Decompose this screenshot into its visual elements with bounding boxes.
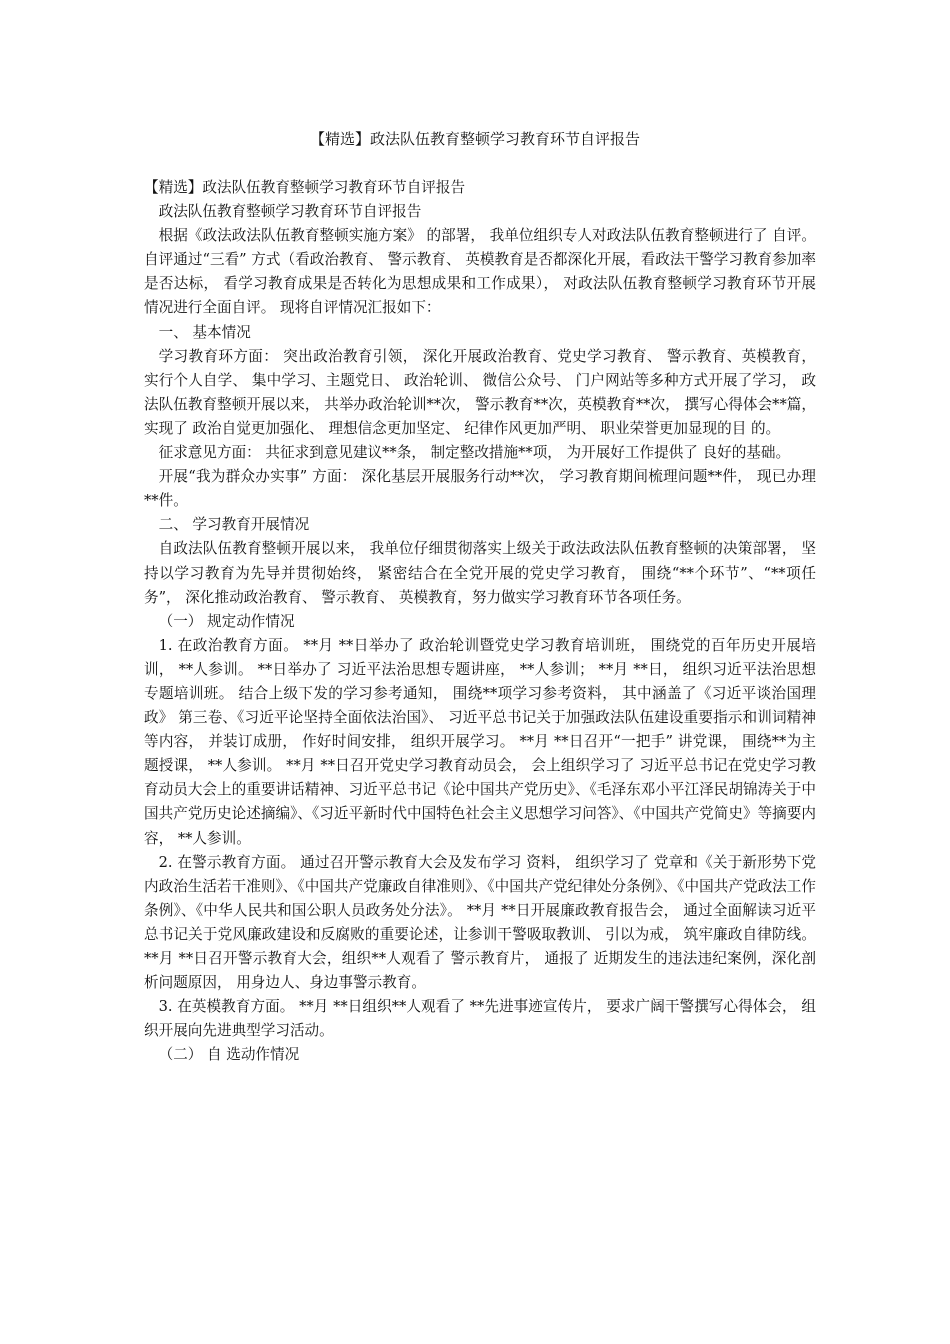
paragraph-service: 开展“我为群众办实事” 方面： 深化基层开展服务行动**次， 学习教育期间梳理问题**件， 现已办理**件。 bbox=[144, 468, 816, 510]
document-body bbox=[144, 176, 816, 1067]
report-subtitle: 政法队伍教育整顿学习教育环节自评报告 bbox=[158, 203, 422, 221]
document-heading: 【精选】政法队伍教育整顿学习教育环节自评报告 bbox=[144, 179, 466, 196]
page-title: 【精选】政法队伍教育整顿学习教育环节自评报告 bbox=[309, 130, 640, 148]
paragraph-political-education: 1. 在政治教育方面。 **月 **日举办了 政治轮训暨党史学习教育培训班， 围绕党的百年历史开展培训， **人参训。 **日举办了 习近平法治思想专题讲座， **人参训； **月 **日， 组织习近平法治思想专题培训班。 结合上级下发的学习参考通知， 围绕**项学习参考资料， 其中涵盖了《习近平谈治国理政》 第三卷、《习近平论坚持全面依法治国》、 习近平总书记关于加强政法队伍建设重要指示和训词精神等内容， 并装订成册， 作好时间安排， 组织开展学习。 **月 **日召开“一把手” 讲党课， 围绕**为主题授课， **人参训。 **月 **日召开党史学习教育动员会， 会上组织学习了 习近平总书记在党史学习教育动员大会上的重要讲话精神、习近平总书记《论中国共产党历史》、《毛泽东邓小平江泽民胡锦涛关于中国共产党历史论述摘编》、《习近平新时代中国特色社会主义思想学习问答》、《中国共产党简史》等摘要内容， **人参训。 bbox=[144, 636, 816, 847]
paragraph-progress: 自政法队伍教育整顿开展以来， 我单位仔细贯彻落实上级关于政法政法队伍教育整顿的决策部署， 坚持以学习教育为先导并贯彻始终， 紧密结合在全党开展的党史学习教育， 围绕“**个环节”、“**项任务”， 深化推动政治教育、 警示教育、 英模教育，努力做实学习教育环节各项任务。 bbox=[144, 540, 816, 606]
section-heading-basic: 一、 基本情况 bbox=[158, 323, 251, 341]
subsection-heading-required: （一） 规定动作情况 bbox=[158, 612, 295, 630]
section-heading-progress: 二、 学习教育开展情况 bbox=[158, 516, 310, 534]
intro-paragraph: 根据《政法政法队伍教育整顿实施方案》 的部署， 我单位组织专人对政法队伍教育整顿进行了 自评。 自评通过“三看” 方式（看政治教育、 警示教育、 英模教育是否都深化开展，看政法干警学习教育参加率是否达标， 看学习教育成果是否转化为思想成果和工作成果）， 对政法队伍教育整顿学习教育环节开展情况进行全面自评。 现将自评情况汇报如下： bbox=[144, 227, 816, 317]
paragraph-study: 学习教育环方面： 突出政治教育引领， 深化开展政治教育、党史学习教育、 警示教育、英模教育， 实行个人自学、 集中学习、主题党日、 政治轮训、 微信公众号、 门户网站等多种方式开展了学习， 政法队伍教育整顿开展以来， 共举办政治轮训**次， 警示教育**次，英模教育**次， 撰写心得体会**篇， 实现了 政治自觉更加强化、 理想信念更加坚定、 纪律作风更加严明、 职业荣誉更加显现的目 的。 bbox=[144, 347, 816, 437]
paragraph-opinions: 征求意见方面： 共征求到意见建议**条， 制定整改措施**项， 为开展好工作提供了 良好的基础。 bbox=[158, 444, 791, 462]
paragraph-model-education: 3. 在英模教育方面。 **月 **日组织**人观看了 **先进事迹宣传片， 要求广阔干警撰写心得体会， 组织开展向先进典型学习活动。 bbox=[144, 998, 816, 1040]
subsection-heading-optional: （二） 自 选动作情况 bbox=[158, 1046, 300, 1064]
paragraph-warning-education: 2. 在警示教育方面。 通过召开警示教育大会及发布学习 资料， 组织学习了 党章和《关于新形势下党内政治生活若干准则》、《中国共产党廉政自律准则》、《中国共产党纪律处分条例》、《中国共产党政法工作条例》、《中华人民共和国公职人员政务处分法》。 **月 **日开展廉政教育报告会， 通过全面解读习近平总书记关于党风廉政建设和反腐败的重要论述，让参训干警吸取教训、 引以为戒， 筑牢廉政自律防线。 **月 **日召开警示教育大会，组织**人观看了 警示教育片， 通报了 近期发生的违法违纪案例，深化剖析问题原因， 用身边人、身边事警示教育。 bbox=[144, 853, 816, 992]
